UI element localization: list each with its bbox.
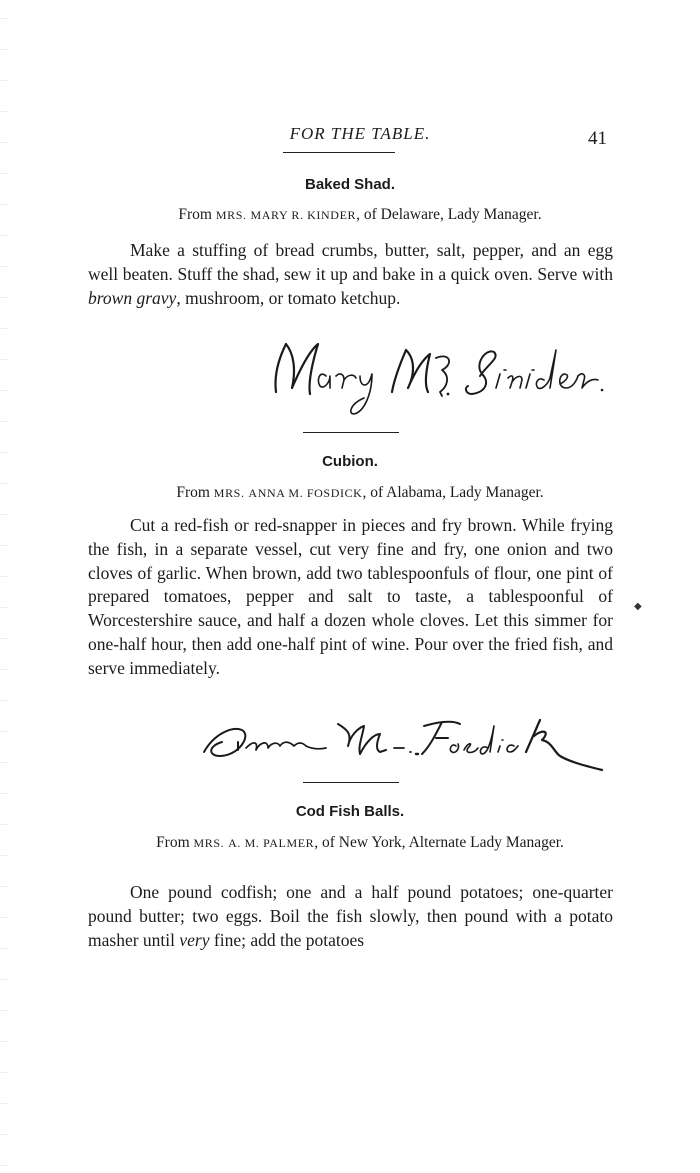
credit-prefix: From <box>178 206 212 223</box>
recipe-title-cubion: Cubion. <box>322 453 378 470</box>
credit-name: A. M. PALMER <box>228 836 315 850</box>
credit-prefix: From <box>156 834 190 851</box>
body-text: One pound codfish; one and a half pound potatoes; one-quarter pound butter; two eggs. Boil the fish slowly, then pound with a potato masher until <box>88 882 613 950</box>
margin-mark: ◆ <box>634 601 642 612</box>
credit-name: ANNA M. FOSDICK <box>248 486 363 500</box>
body-text-italic: very <box>179 929 210 950</box>
signature-anna-m-fosdick <box>198 712 608 776</box>
page-number: 41 <box>588 128 607 149</box>
credit-suffix: , of Alabama, Lady Manager. <box>362 484 544 501</box>
credit-title: MRS. <box>215 208 247 222</box>
body-text: Cut a red-fish or red-snapper in pieces and fry brown. While frying the fish, in a separate vessel, cut very fine and fry, one onion and two cloves of garlic. When brown, add two tablespoonfuls of flour, one pint of prepared tomatoes, pepper and salt to taste, a tablespoonful of Worcestershire sauce, and half a dozen whole cloves. Let this simmer for one-half hour, then add one-half pint of wine. Pour over the fried fish, and serve immediately. <box>88 515 613 678</box>
body-text: , mushroom, or tomato ketchup. <box>176 287 401 308</box>
recipe-credit <box>110 204 610 226</box>
credit-suffix: , of New York, Alternate Lady Manager. <box>314 834 564 851</box>
credit-title: MRS. <box>213 486 245 500</box>
running-header: FOR THE TABLE. <box>289 124 431 143</box>
body-text-italic: brown gravy <box>88 287 177 308</box>
body-text: Make a stuffing of bread crumbs, butter, salt, pepper, and an egg well beaten. Stuff the shad, sew it up and bake in a quick oven. Serve with <box>88 240 613 284</box>
recipe-credit <box>110 482 610 504</box>
section-divider <box>303 432 399 433</box>
recipe-title-cod-fish-balls: Cod Fish Balls. <box>295 803 405 820</box>
recipe-body <box>88 239 613 310</box>
credit-title: MRS. <box>193 836 225 850</box>
recipe-body <box>88 881 613 952</box>
section-divider <box>303 782 399 783</box>
header-rule <box>283 152 395 153</box>
credit-name: MARY R. KINDER <box>250 208 357 222</box>
body-text: fine; add the potatoes <box>209 929 365 950</box>
recipe-title-baked-shad: Baked Shad. <box>304 176 396 193</box>
credit-prefix: From <box>176 484 210 501</box>
credit-suffix: , of Delaware, Lady Manager. <box>356 206 542 223</box>
signature-mary-r-kinder <box>268 330 618 420</box>
recipe-credit <box>110 832 610 854</box>
recipe-body <box>88 514 613 681</box>
